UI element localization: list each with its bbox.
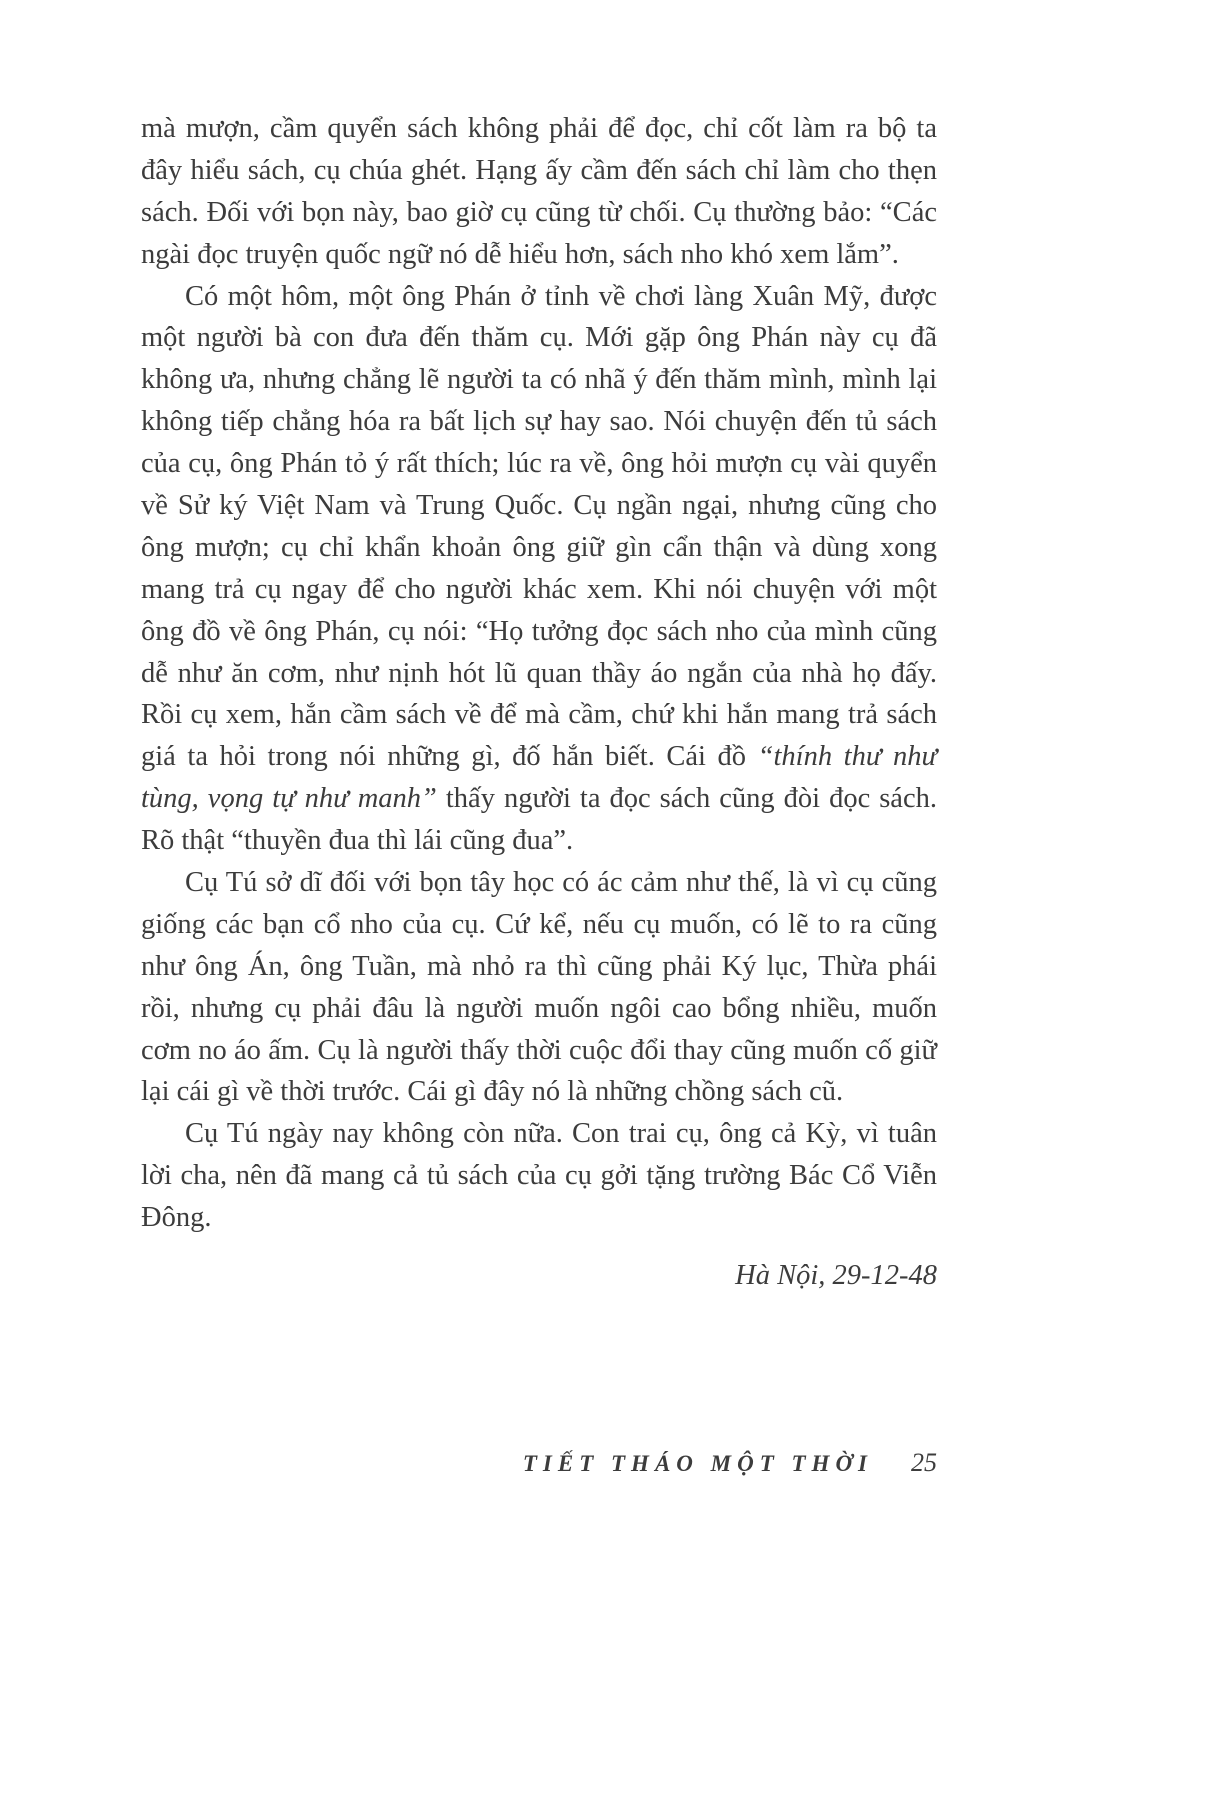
- dateline: Hà Nội, 29-12-48: [735, 1260, 937, 1292]
- paragraph: Cụ Tú ngày nay không còn nữa. Con trai cụ, ông cả Kỳ, vì tuân lời cha, nên đã mang cả tủ sách của cụ gởi tặng trường Bác Cổ Viễn Đông.: [141, 1118, 937, 1234]
- paragraph-text: thấy người ta đọc sách cũng đòi đọc sách. Rõ thật “thuyền đua thì lái cũng đua”.: [141, 783, 937, 857]
- paragraph: Cụ Tú sở dĩ đối với bọn tây học có ác cảm như thế, là vì cụ cũng giống các bạn cổ nho của cụ. Cứ kể, nếu cụ muốn, có lẽ to ra cũng như ông Án, ông Tuần, mà nhỏ ra thì cũng phải Ký lục, Thừa phái rồi, nhưng cụ phải đâu là người muốn ngôi cao bổng nhiều, muốn cơm no áo ấm. Cụ là người thấy thời cuộc đổi thay cũng muốn cố giữ lại cái gì về thời trước. Cái gì đây nó là những chồng sách cũ.: [141, 867, 937, 1108]
- paragraph: [141, 276, 937, 862]
- paragraph-italic-quote: “thính thư như tùng, vọng tự như manh”: [141, 741, 937, 815]
- running-title: TIẾT THÁO MỘT THỜI: [522, 1451, 873, 1476]
- page-footer: [141, 1448, 937, 1478]
- body-text: [141, 108, 937, 1297]
- paragraph-continuation: mà mượn, cầm quyển sách không phải để đọc, chỉ cốt làm ra bộ ta đây hiểu sách, cụ chúa ghét. Hạng ấy cầm đến sách chỉ làm cho thẹn sách. Đối với bọn này, bao giờ cụ cũng từ chối. Cụ thường bảo: “Các ngài đọc truyện quốc ngữ nó dễ hiểu hơn, sách nho khó xem lắm”.: [141, 113, 937, 270]
- page-number: 25: [911, 1448, 937, 1477]
- paragraph-text: Có một hôm, một ông Phán ở tỉnh về chơi làng Xuân Mỹ, được một người bà con đưa đến thăm cụ. Mới gặp ông Phán này cụ đã không ưa, nhưng chẳng lẽ người ta có nhã ý đến thăm mình, mình lại không tiếp chẳng hóa ra bất lịch sự hay sao. Nói chuyện đến tủ sách của cụ, ông Phán tỏ ý rất thích; lúc ra về, ông hỏi mượn cụ vài quyển về Sử ký Việt Nam và Trung Quốc. Cụ ngần ngại, nhưng cũng cho ông mượn; cụ chỉ khẩn khoản ông giữ gìn cẩn thận và dùng xong mang trả cụ ngay để cho người khác xem. Khi nói chuyện với một ông đồ về ông Phán, cụ nói: “Họ tưởng đọc sách nho của mình cũng dễ như ăn cơm, như nịnh hót lũ quan thầy áo ngắn của nhà họ đấy. Rồi cụ xem, hắn cầm sách về để mà cầm, chứ khi hắn mang trả sách giá ta hỏi trong nói những gì, đố hắn biết. Cái đồ: [141, 280, 937, 773]
